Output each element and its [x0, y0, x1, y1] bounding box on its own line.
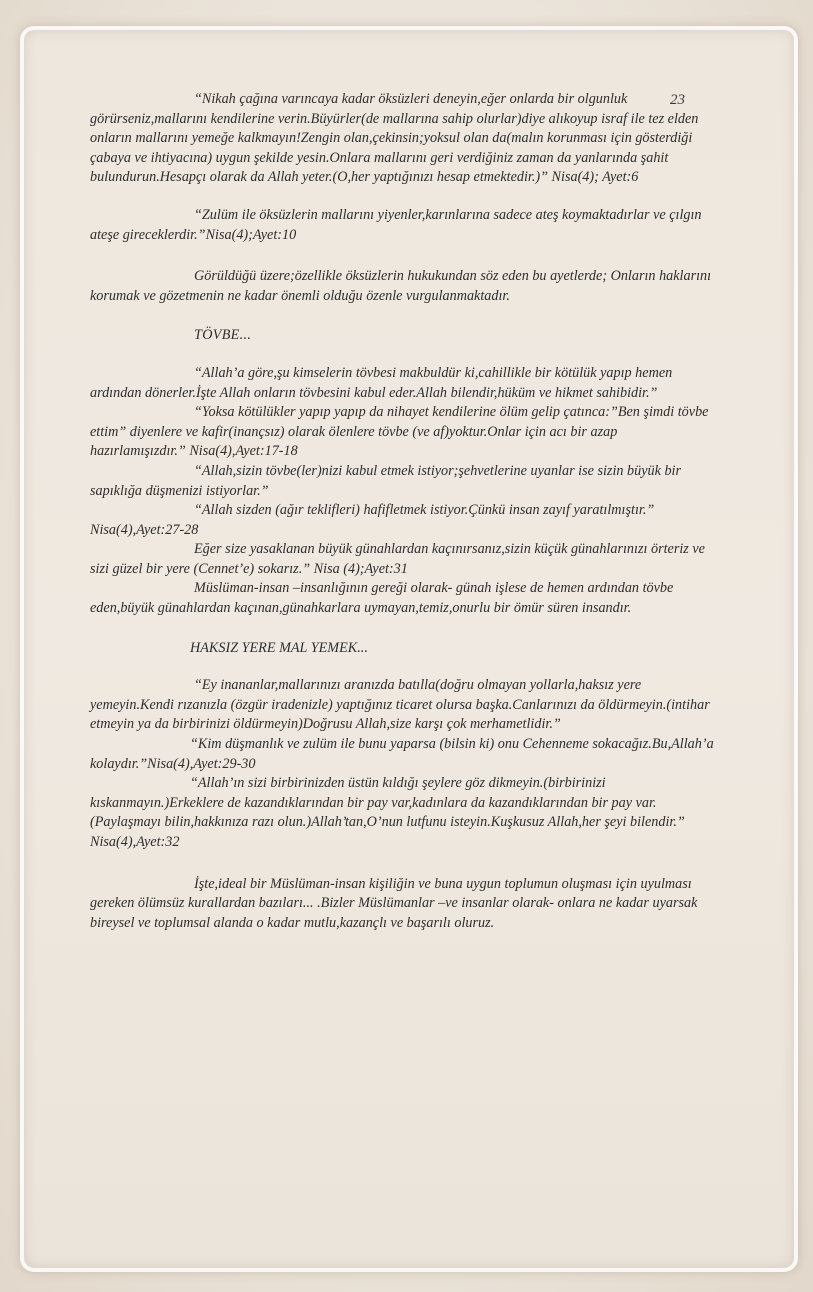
paragraph-nisa-6: “Nikah çağına varıncaya kadar öksüzleri deneyin,eğer onlarda bir olgunluk görürseniz,mallarını kendilerine verin.Büyürler(de mallarına sahip olurlar)diye alıkoyup israf ile tez elden onların mallarını yemeğe kalkmayın!Zengin olan,çekinsin;yoksul olan da(malın korunması için gösterdiği çabaya ve ihtiyacına) uygun şekilde yesin.Onlara mallarını geri verdiğiniz zaman da yanlarında şahit bulundurun.Hesapçı olarak da Allah yeter.(O,her yaptığınızı hesap etmektedir.)” Nisa(4); Ayet:6	[90, 91, 699, 186]
paragraph-nisa-17: “Allah’a göre,şu kimselerin tövbesi makbuldür ki,cahillikle bir kötülük yapıp hemen ardından dönerler.İşte Allah onların tövbesini kabul eder.Allah bilendir,hüküm ve hikmet sahibidir.”	[90, 364, 673, 401]
paragraph-nisa-10: “Zulüm ile öksüzlerin mallarını yiyenler,karınlarına sadece ateş koymaktadırlar ve çılgın ateşe gireceklerdir.”Nisa(4);Ayet:10	[90, 206, 702, 243]
paragraph-nisa-32: “Allah’ın sizi birbirinizden üstün kıldığı şeylere göz dikmeyin.(birbirinizi kıskanmayın.)Erkeklere de kazandıklarından bir pay var,kadınlara da kazandıklarından bir pay var.(Paylaşmayı bilin,hakkınıza razı olun.)Allah’tan,O’nun lutfunu isteyin.Kuşkusuz Allah,her şeyi bilendir.” Nisa(4),Ayet:32	[90, 775, 685, 850]
paragraph-muslim-human: Müslüman-insan –insanlığının gereği olarak- günah işlese de hemen ardından tövbe eden,büyük günahlardan kaçınan,günahkarlara uymayan,temiz,onurlu bir ömür süren insandır.	[90, 580, 674, 617]
paragraph-nisa-30: “Kim düşmanlık ve zulüm ile bunu yaparsa (bilsin ki) onu Cehenneme sokacağız.Bu,Allah’a kolaydır.”Nisa(4),Ayet:29-30	[90, 736, 714, 772]
body-text	[90, 90, 715, 933]
side-watermark	[30, 1150, 44, 1250]
paragraph-nisa-28: “Allah sizden (ağır teklifleri) hafifletmek istiyor.Çünkü insan zayıf yaratılmıştır.” Nisa(4),Ayet:27-28	[90, 502, 655, 538]
page-number: 23	[670, 92, 685, 108]
paragraph-nisa-18: “Yoksa kötülükler yapıp yapıp da nihayet kendilerine ölüm gelip çatınca:”Ben şimdi tövbe ettim” diyenlere ve kafir(inançsız) olarak ölenlere tövbe (ve af)yoktur.Onlar için acı bir azap hazırlamışızdır.” Nisa(4),Ayet:17-18	[90, 404, 709, 460]
heading-haksiz-yere: HAKSIZ YERE MAL YEMEK...	[190, 639, 368, 656]
paragraph-nisa-27: “Allah,sizin tövbe(ler)nizi kabul etmek istiyor;şehvetlerine uyanlar ise sizin büyük bir sapıklığa düşmenizi istiyorlar.”	[90, 462, 682, 499]
paragraph-conclusion: İşte,ideal bir Müslüman-insan kişiliğin ve buna uygun toplumun oluşması için uyulması gereken ölümsüz kurallardan bazıları... .Bizler Müslümanlar –ve insanlar olarak- onlara ne kadar uyarsak bireysel ve toplumsal alanda o kadar mutlu,kazançlı ve başarılı oluruz.	[90, 875, 698, 931]
paragraph-nisa-29: “Ey inananlar,mallarınızı aranızda batılla(doğru olmayan yollarla,haksız yere yemeyin.Kendi rızanızla (özgür iradenizle) yaptığınız ticaret olursa başka.Canlarınızı da öldürmeyin.(intihar etmeyin ya da birbirinizi öldürmeyin)Doğrusu Allah,size karşı çok merhametlidir.”	[90, 677, 710, 733]
heading-tovbe: TÖVBE...	[194, 327, 252, 344]
paragraph-nisa-31: Eğer size yasaklanan büyük günahlardan kaçınırsanız,sizin küçük günahlarınızı örteriz ve sizi güzel bir yere (Cennet’e) sokarız.” Nisa (4);Ayet:31	[90, 541, 705, 577]
paragraph-commentary: Görüldüğü üzere;özellikle öksüzlerin hukukundan söz eden bu ayetlerde; Onların haklarını korumak ve gözetmenin ne kadar önemli olduğu özenle vurgulanmaktadır.	[90, 268, 712, 304]
